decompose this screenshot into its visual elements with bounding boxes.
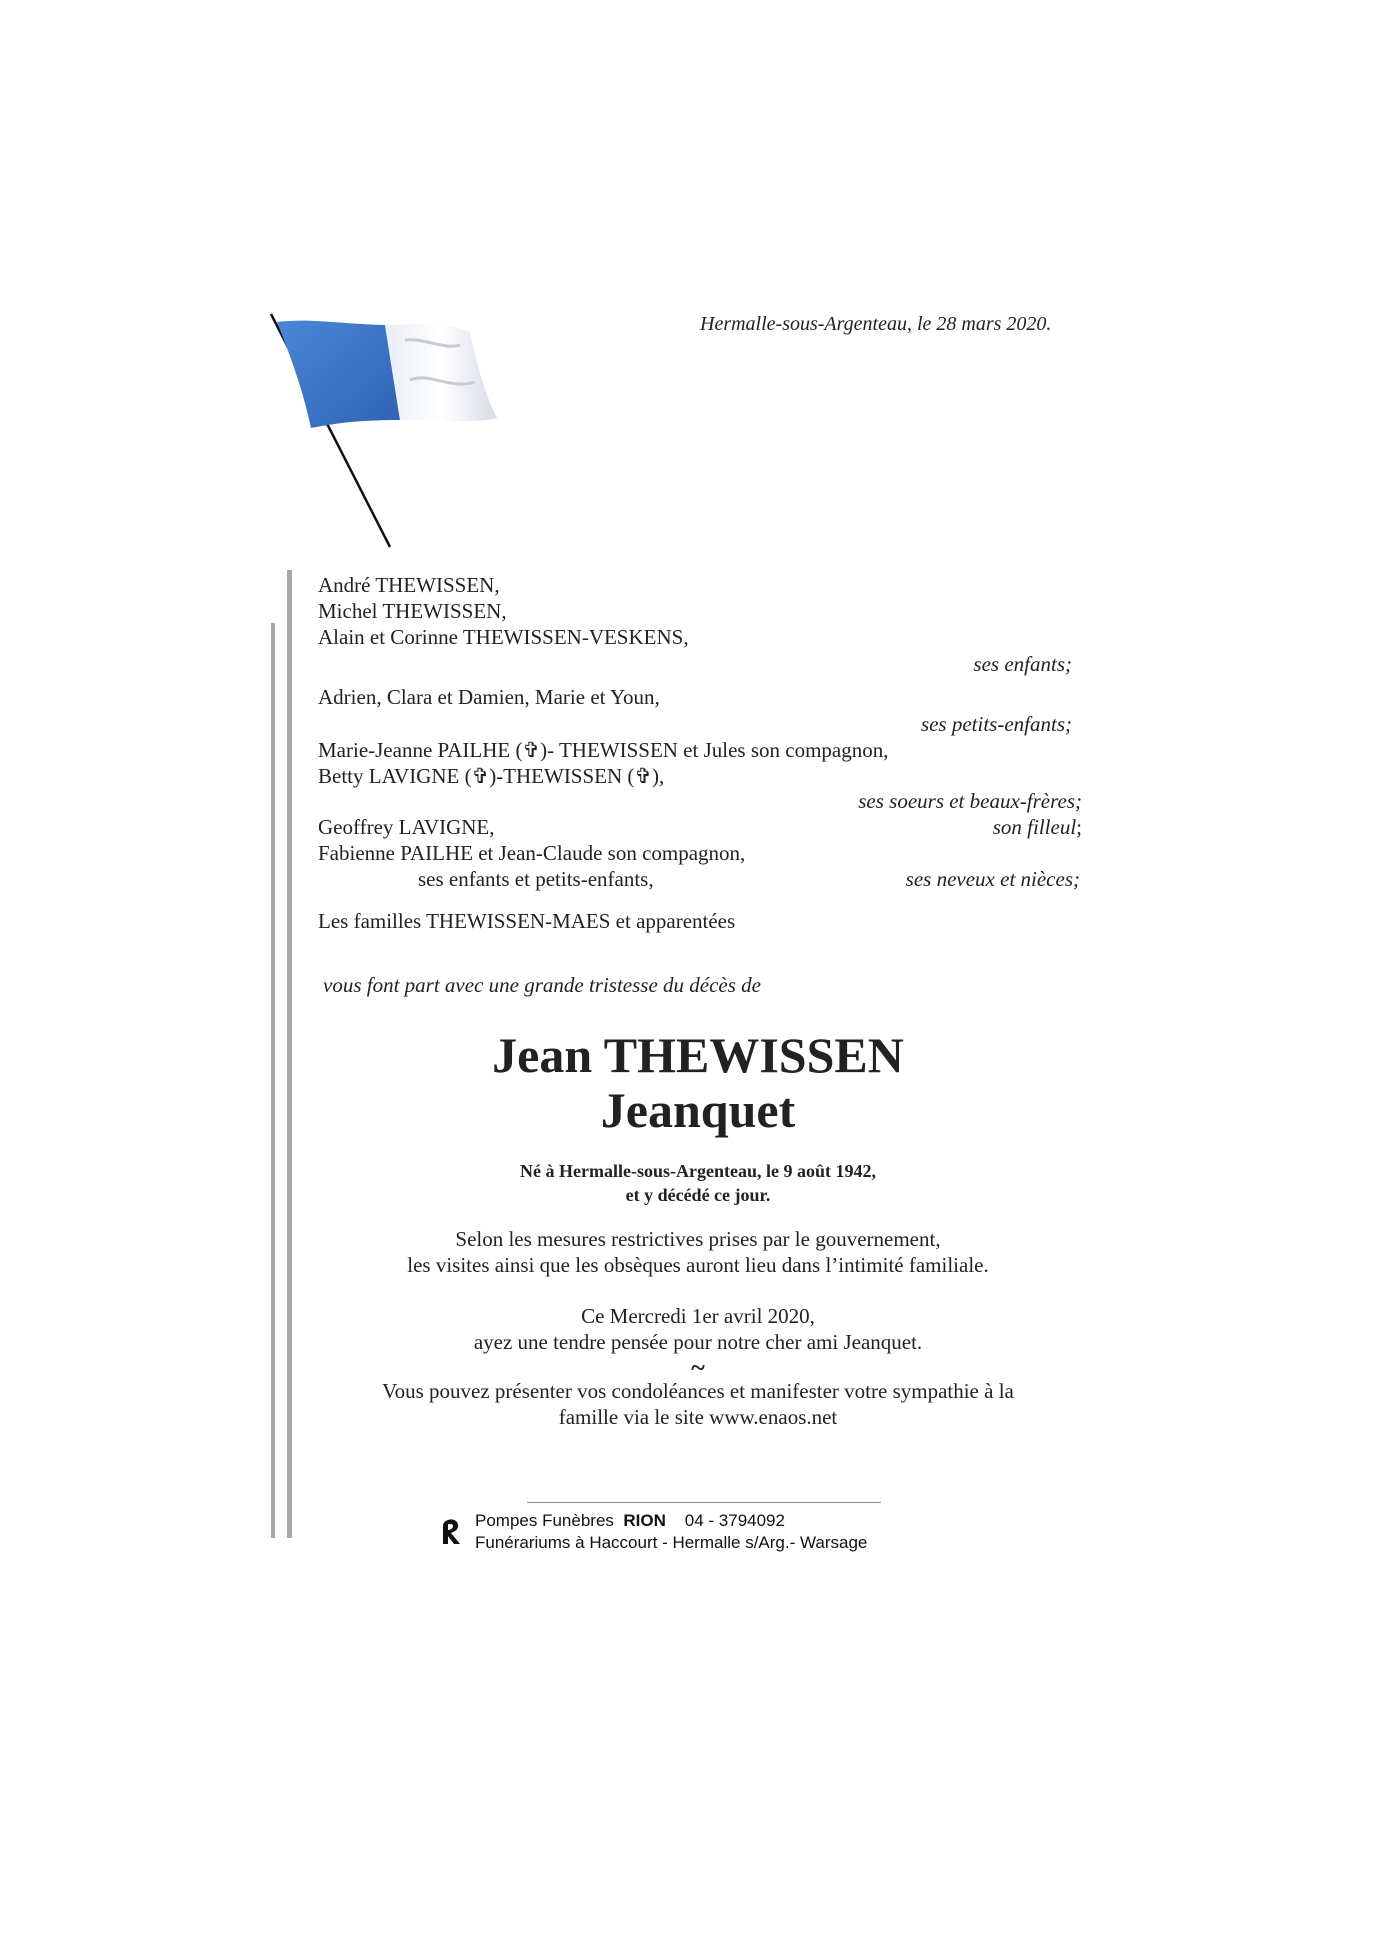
grandchildren: Adrien, Clara et Damien, Marie et Youn, <box>318 685 660 709</box>
siblings-role: ses soeurs et beaux-frères; <box>858 789 1082 813</box>
funeral-home-logo-icon <box>440 1518 466 1551</box>
condolences-line-1: Vous pouvez présenter vos condoléances et manifester votre sympathie à la <box>382 1379 1014 1403</box>
left-border-rule <box>287 570 292 1538</box>
company-prefix: Pompes Funèbres <box>475 1511 614 1530</box>
left-border-rule-inner <box>271 623 275 1538</box>
died-line: et y décédé ce jour. <box>625 1185 771 1205</box>
child-3: Alain et Corinne THEWISSEN-VESKENS, <box>318 625 689 649</box>
measures-line-1: Selon les mesures restrictives prises par le gouvernement, <box>455 1227 941 1251</box>
company-locations: Funérariums à Haccourt - Hermalle s/Arg.- Warsage <box>475 1533 868 1552</box>
sibling-2: Betty LAVIGNE (✞)-THEWISSEN (✞), <box>318 764 665 788</box>
child-1: André THEWISSEN, <box>318 573 500 597</box>
deceased-nickname: Jeanquet <box>600 1082 796 1138</box>
measures-line-2: les visites ainsi que les obsèques auront lieu dans l’intimité familiale. <box>407 1253 989 1277</box>
date-thought-line-2: ayez une tendre pensée pour notre cher ami Jeanquet. <box>473 1330 923 1354</box>
tilde-separator: ~ <box>691 1353 705 1382</box>
child-2: Michel THEWISSEN, <box>318 599 507 623</box>
funeral-home-info <box>475 1510 867 1554</box>
born-line: Né à Hermalle-sous-Argenteau, le 9 août 1942, <box>520 1161 876 1181</box>
condolences-line-2: famille via le site www.enaos.net <box>558 1405 838 1429</box>
godson-role-suffix: ; <box>1076 815 1082 839</box>
grandchildren-role: ses petits-enfants; <box>920 712 1072 736</box>
godson: Geoffrey LAVIGNE, <box>318 815 495 839</box>
nieces-role: ses neveux et nièces; <box>905 867 1080 891</box>
deceased-name: Jean THEWISSEN <box>492 1027 904 1083</box>
nieces-sub: ses enfants et petits-enfants, <box>418 867 654 891</box>
sibling-1: Marie-Jeanne PAILHE (✞)- THEWISSEN et Jules son compagnon, <box>318 738 889 762</box>
date-line: Hermalle-sous-Argenteau, le 28 mars 2020. <box>700 313 1052 335</box>
company-phone: 04 - 3794092 <box>684 1511 785 1530</box>
flag-icon <box>265 310 505 560</box>
footer-separator <box>527 1502 881 1503</box>
families: Les familles THEWISSEN-MAES et apparentées <box>318 909 736 933</box>
company-name: RION <box>623 1511 666 1530</box>
children-role: ses enfants; <box>973 652 1072 676</box>
funeral-home-line-1 <box>475 1510 867 1532</box>
date-thought-line-1: Ce Mercredi 1er avril 2020, <box>581 1304 815 1328</box>
announcement: vous font part avec une grande tristesse du décès de <box>323 973 761 997</box>
godson-role-line <box>318 814 1082 840</box>
godson-role: son filleul <box>992 815 1077 839</box>
nieces: Fabienne PAILHE et Jean-Claude son compagnon, <box>318 841 746 865</box>
